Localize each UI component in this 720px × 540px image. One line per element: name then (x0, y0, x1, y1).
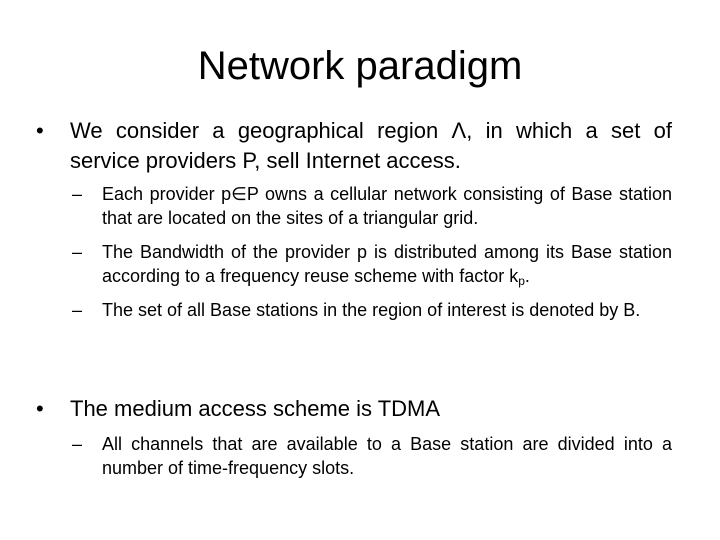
slide-title: Network paradigm (197, 44, 523, 88)
bullet-item (36, 394, 672, 424)
bullet-marker: • (36, 396, 44, 421)
dash-marker: – (72, 434, 83, 454)
sub-bullet-text: The set of all Base stations in the region of interest is denoted by B. (102, 300, 641, 320)
sub-bullet-item (72, 432, 672, 480)
sub-bullet-text: All channels that are available to a Base station are divided into a number of time-frequency slots. (102, 434, 672, 478)
bullet-marker: • (36, 118, 44, 143)
sub-bullet-text-end: . (524, 266, 530, 286)
dash-marker: – (72, 300, 83, 320)
sub-bullet-text: Each provider p∈P owns a cellular network consisting of Base station that are located on the sites of a triangular grid. (102, 184, 672, 228)
sub-bullet-text (102, 240, 672, 288)
sub-bullet-item (72, 240, 672, 288)
dash-marker: – (72, 184, 83, 204)
subscript: p (518, 274, 525, 288)
bullet-item (36, 116, 672, 176)
bullet-text: We consider a geographical region Λ, in which a set of service providers P, sell Internet access. (70, 118, 672, 173)
sub-bullet-item (72, 182, 672, 230)
dash-marker: – (72, 242, 83, 262)
sub-bullet-text-main: The Bandwidth of the provider p is distributed among its Base station according to a frequency reuse scheme with factor k (102, 242, 672, 286)
bullet-text: The medium access scheme is TDMA (70, 396, 441, 421)
sub-bullet-item (72, 298, 672, 322)
